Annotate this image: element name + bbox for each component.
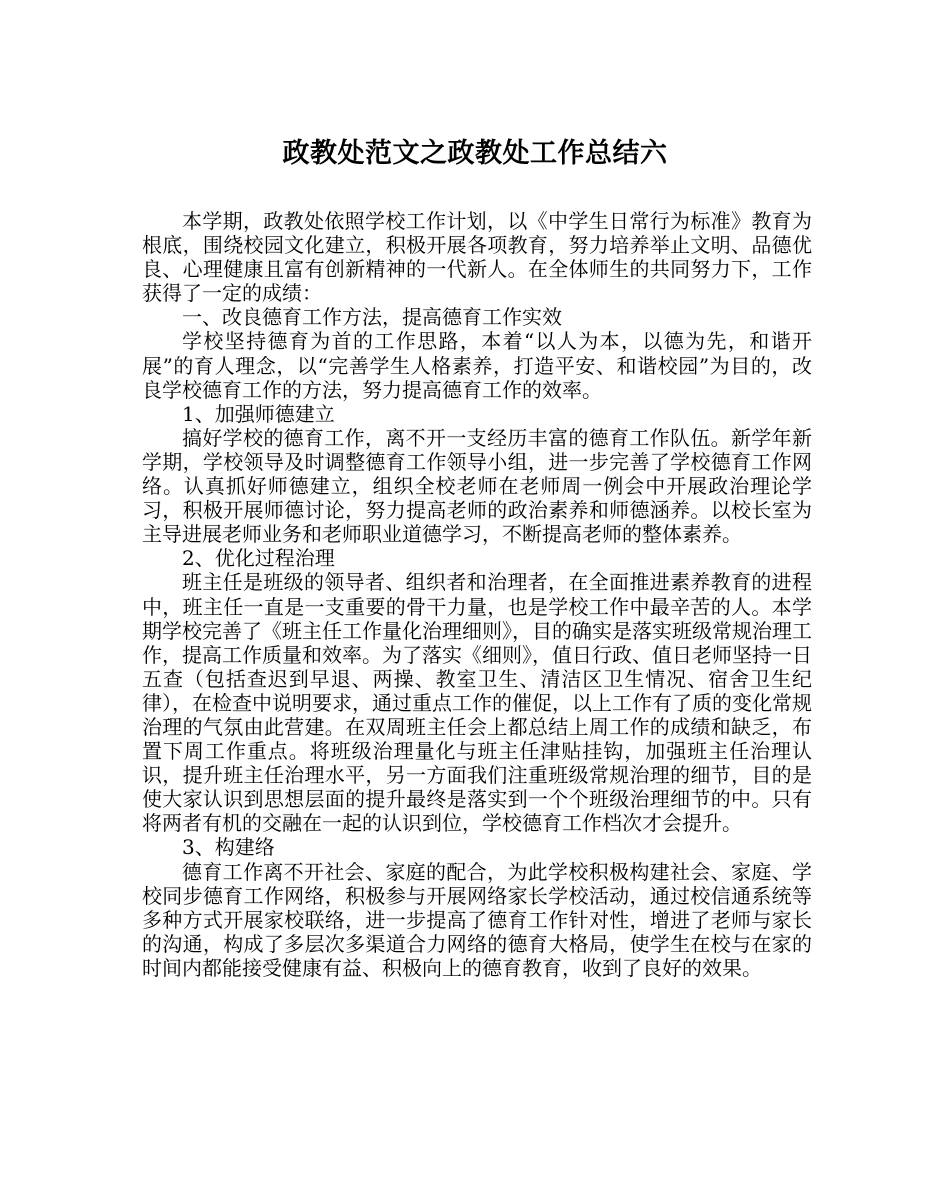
subsection-1-paragraph: 搞好学校的德育工作，离不开一支经历丰富的德育工作队伍。新学年新学期，学校领导及时调整德育工作领导小组，进一步完善了学校德育工作网络。认真抓好师德建立，组织全校老师在老师周一例会中开展政治理论学习，积极开展师德讨论，努力提高老师的政治素养和师德涵养。以校长室为主导进展老师业务和老师职业道德学习，不断提高老师的整体素养。 <box>142 425 812 547</box>
subsection-3-paragraph: 德育工作离不开社会、家庭的配合，为此学校积极构建社会、家庭、学校同步德育工作网络，积极参与开展网络家长学校活动，通过校信通系统等多种方式开展家校联络，进一步提高了德育工作针对性，增进了老师与家长的沟通，构成了多层次多渠道合力网络的德育大格局，使学生在校与在家的时间内都能接受健康有益、积极向上的德育教育，收到了良好的效果。 <box>142 859 812 980</box>
document-title: 政教处范文之政教处工作总结六 <box>282 138 668 169</box>
document-body <box>142 209 812 980</box>
subsection-heading-3: 3、构建络 <box>182 835 275 860</box>
intro-paragraph: 本学期，政教处依照学校工作计划，以《中学生日常行为标准》教育为根底，围绕校园文化建立，积极开展各项教育，努力培养举止文明、品德优良、心理健康且富有创新精神的一代新人。在全体师生的共同努力下，工作获得了一定的成绩： <box>142 209 812 306</box>
section-heading-1: 一、改良德育工作方法，提高德育工作实效 <box>182 305 562 330</box>
section-1-paragraph: 学校坚持德育为首的工作思路，本着“以人为本，以德为先，和谐开展”的育人理念，以“完善学生人格素养，打造平安、和谐校园”为目的，改良学校德育工作的方法，努力提高德育工作的效率。 <box>142 329 812 402</box>
subsection-heading-2: 2、优化过程治理 <box>182 546 335 571</box>
subsection-heading-1: 1、加强师德建立 <box>182 401 335 426</box>
subsection-2-paragraph: 班主任是班级的领导者、组织者和治理者，在全面推进素养教育的进程中，班主任一直是一支重要的骨干力量，也是学校工作中最辛苦的人。本学期学校完善了《班主任工作量化治理细则》，目的确实是落实班级常规治理工作，提高工作质量和效率。为了落实《细则》，值日行政、值日老师坚持一日五查（包括查迟到早退、两操、教室卫生、清洁区卫生情况、宿舍卫生纪律），在检查中说明要求，通过重点工作的催促，以上工作有了质的变化常规治理的气氛由此营建。在双周班主任会上都总结上周工作的成绩和缺乏，布置下周工作重点。将班级治理量化与班主任津贴挂钩，加强班主任治理认识，提升班主任治理水平，另一方面我们注重班级常规治理的细节，目的是使大家认识到思想层面的提升最终是落实到一个个班级治理细节的中。只有将两者有机的交融在一起的认识到位，学校德育工作档次才会提升。 <box>142 570 812 836</box>
